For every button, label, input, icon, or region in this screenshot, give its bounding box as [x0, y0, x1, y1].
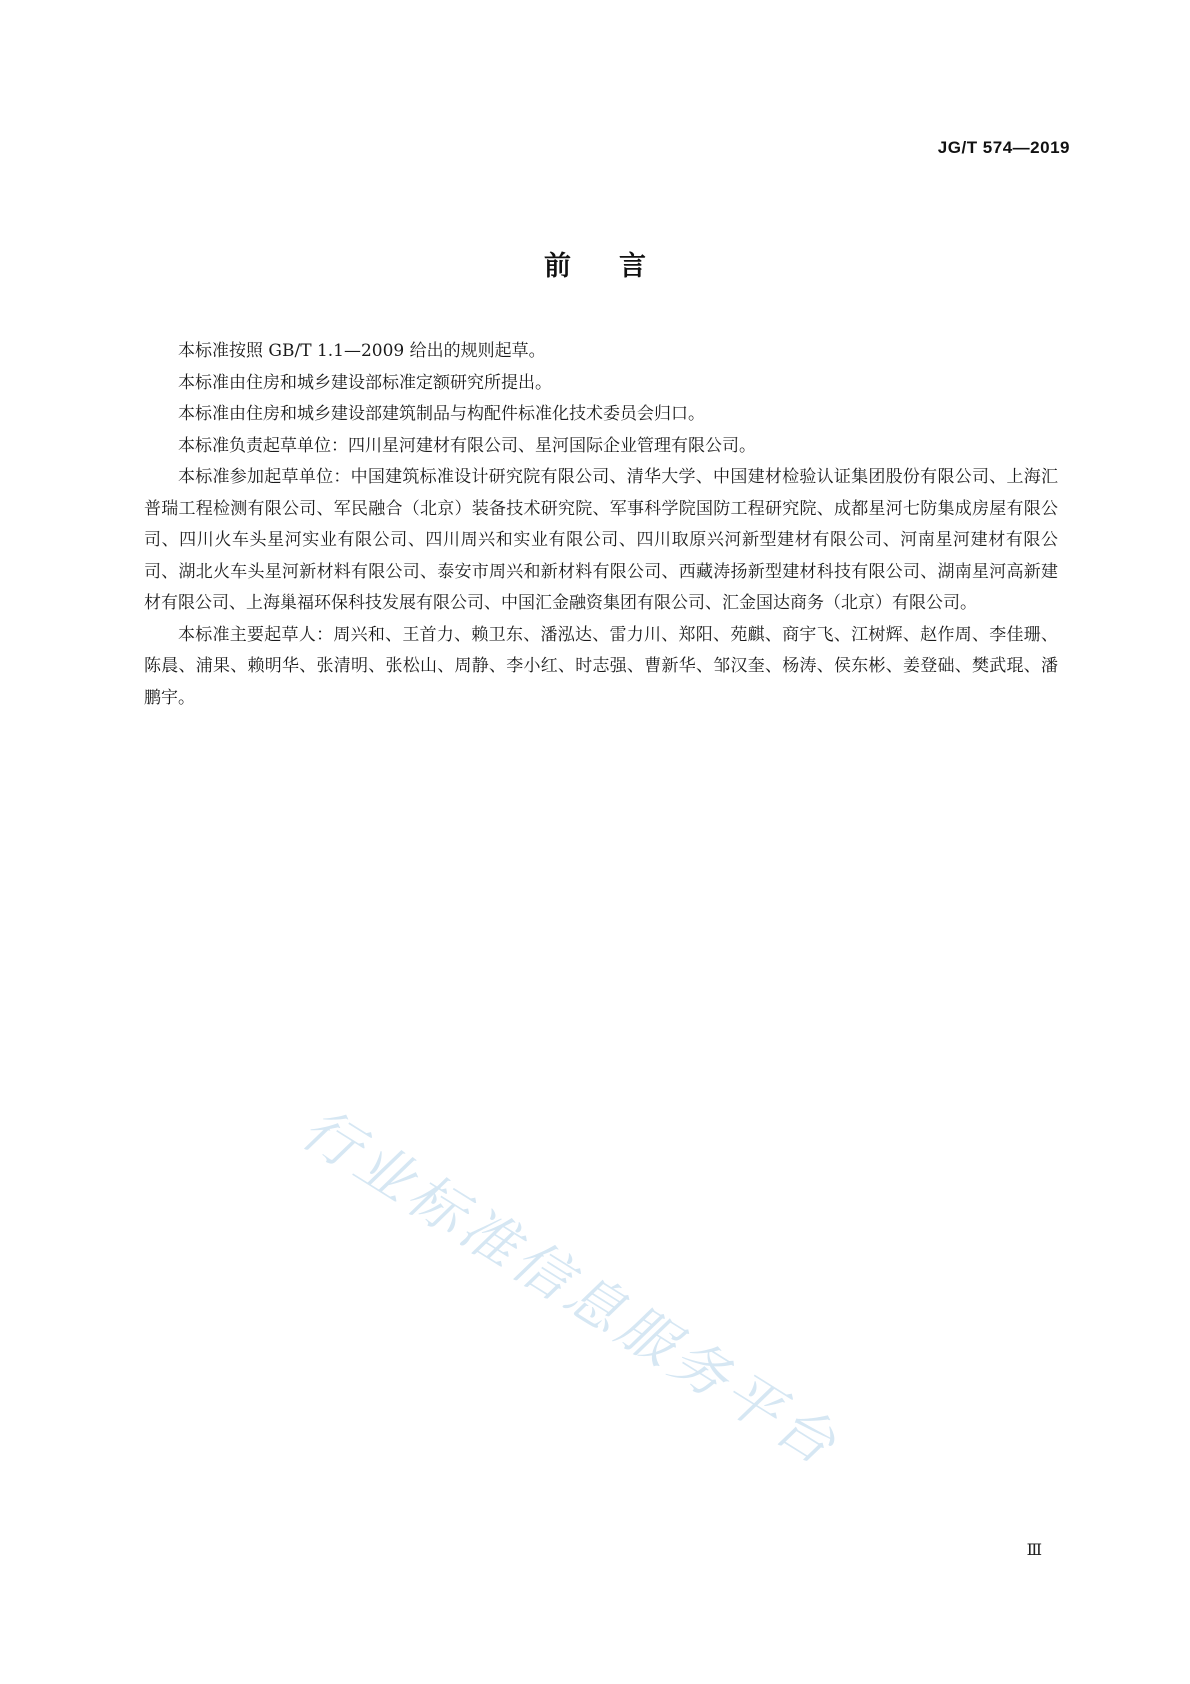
paragraph-drafting-rules: 本标准按照 GB/T 1.1—2009 给出的规则起草。	[178, 341, 546, 361]
paragraph-main-drafters: 本标准主要起草人：周兴和、王首力、赖卫东、潘泓达、雷力川、郑阳、苑麒、商宇飞、江树辉、赵作周、李佳珊、陈晨、浦果、赖明华、张清明、张松山、周静、李小红、时志强、曹新华、邹汉奎、杨涛、侯东彬、姜登础、樊武琨、潘鹏宇。	[144, 624, 1058, 708]
paragraph-proposer: 本标准由住房和城乡建设部标准定额研究所提出。	[178, 372, 552, 393]
watermark-text: 行业标准信息服务平台	[290, 1096, 851, 1480]
page-number: Ⅲ	[1026, 1540, 1042, 1559]
paragraph-participating-drafters: 本标准参加起草单位：中国建筑标准设计研究院有限公司、清华大学、中国建材检验认证集团股份有限公司、上海汇普瑞工程检测有限公司、军民融合（北京）装备技术研究院、军事科学院国防工程研究院、成都星河七防集成房屋有限公司、四川火车头星河实业有限公司、四川周兴和实业有限公司、四川取原兴河新型建材有限公司、河南星河建材有限公司、湖北火车头星河新材料有限公司、泰安市周兴和新材料有限公司、西藏涛扬新型建材科技有限公司、湖南星河高新建材有限公司、上海巢福环保科技发展有限公司、中国汇金融资集团有限公司、汇金国达商务（北京）有限公司。	[144, 467, 1058, 613]
paragraph-lead-drafters: 本标准负责起草单位：四川星河建材有限公司、星河国际企业管理有限公司。	[178, 435, 756, 456]
section-heading: 前言	[544, 251, 694, 282]
paragraph-administrator: 本标准由住房和城乡建设部建筑制品与构配件标准化技术委员会归口。	[178, 404, 705, 424]
preface-body	[144, 336, 1058, 714]
standard-code: JG/T 574—2019	[937, 138, 1070, 157]
